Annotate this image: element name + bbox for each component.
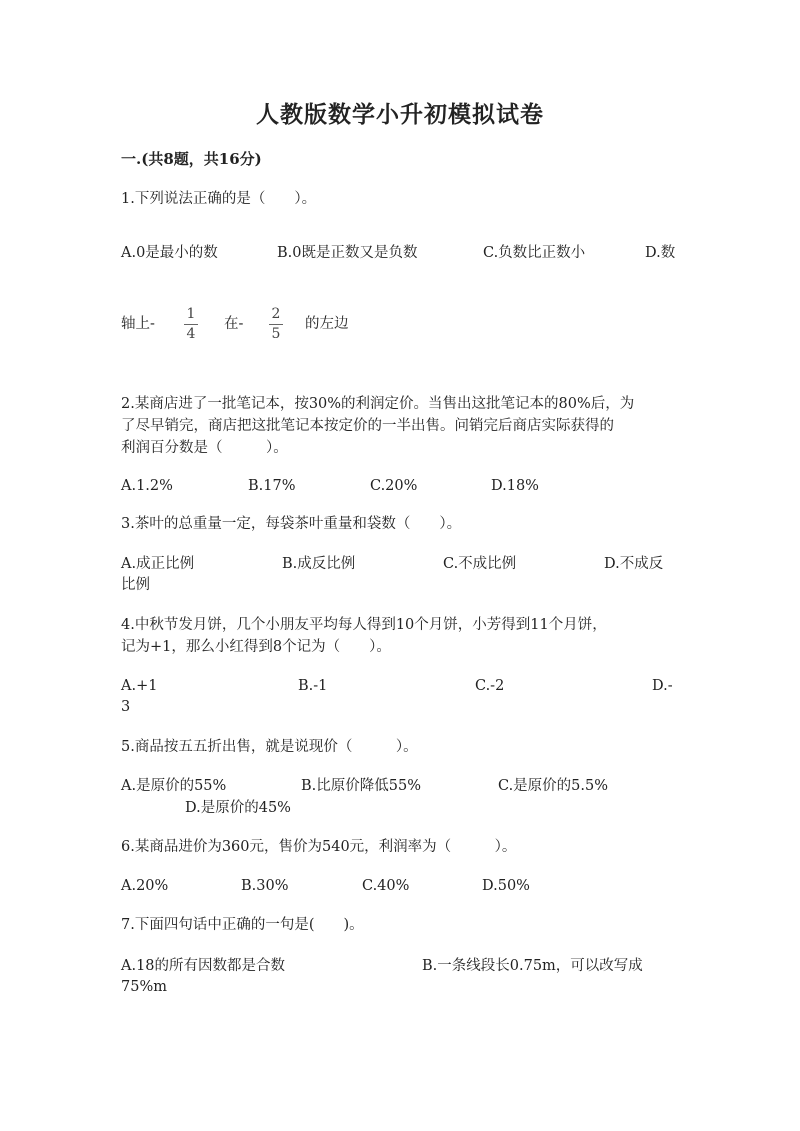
q3-option-b: B.成反比例 [282,556,356,572]
question-5-stem: 5.商品按五五折出售，就是说现价（ ）。 [121,739,418,755]
q7-option-a: A.18的所有因数都是合数 [121,958,286,974]
fraction-bar [184,324,198,325]
question-4-stem-line-1: 4.中秋节发月饼，几个小朋友平均每人得到10个月饼，小芳得到11个月饼， [121,617,607,633]
fraction-numerator: 2 [271,306,281,322]
q1-option-d-continuation-middle: 在- [224,316,244,332]
fraction-2-5 [266,306,286,343]
q1-option-b: B.0既是正数又是负数 [277,245,418,261]
question-6-stem: 6.某商品进价为360元，售价为540元，利润率为（ ）。 [121,839,517,855]
q3-option-d: D.不成反 [604,556,664,572]
question-2-stem-line-3: 利润百分数是（ ）。 [121,440,288,456]
q2-option-b: B.17% [248,478,296,494]
q4-option-d-wrap: 3 [121,699,131,715]
q1-option-d: D.数 [645,245,676,261]
fraction-denominator: 4 [186,326,196,342]
q6-option-a: A.20% [121,878,169,894]
q5-option-a: A.是原价的55% [121,778,227,794]
q7-option-b-wrap: 75%m [121,979,167,995]
q7-option-b: B.一条线段长0.75m，可以改写成 [422,958,643,974]
q4-option-c: C.-2 [475,678,505,694]
q4-option-a: A.+1 [121,678,158,694]
q3-option-a: A.成正比例 [121,556,195,572]
q6-option-b: B.30% [241,878,289,894]
question-3-stem: 3.茶叶的总重量一定，每袋茶叶重量和袋数（ ）。 [121,516,462,532]
q2-option-a: A.1.2% [121,478,173,494]
q4-option-b: B.-1 [298,678,328,694]
q5-option-d: D.是原价的45% [185,800,291,816]
q6-option-d: D.50% [482,878,530,894]
q1-option-c: C.负数比正数小 [483,245,586,261]
fraction-numerator: 1 [186,306,196,322]
q5-option-c: C.是原价的5.5% [498,778,609,794]
q6-option-c: C.40% [362,878,410,894]
q1-option-a: A.0是最小的数 [121,245,218,261]
question-4-stem-line-2: 记为+1，那么小红得到8个记为（ ）。 [121,639,391,655]
q3-option-d-wrap: 比例 [121,577,150,593]
q1-option-d-continuation-suffix: 的左边 [305,316,349,332]
question-1-stem: 1.下列说法正确的是（ ）。 [121,191,317,207]
question-7-stem: 7.下面四句话中正确的一句是( )。 [121,917,364,933]
fraction-bar [269,324,283,325]
section-heading: 一.(共8题，共16分) [121,150,262,168]
q4-option-d: D.- [652,678,673,694]
fraction-denominator: 5 [271,326,281,342]
q2-option-d: D.18% [491,478,539,494]
q2-option-c: C.20% [370,478,418,494]
question-2-stem-line-2: 了尽早销完，商店把这批笔记本按定价的一半出售。问销完后商店实际获得的 [121,418,614,434]
q5-option-b: B.比原价降低55% [301,778,421,794]
page-title: 人教版数学小升初模拟试卷 [256,101,544,128]
q1-option-d-continuation-prefix: 轴上- [121,316,155,332]
fraction-1-4 [181,306,201,343]
q3-option-c: C.不成比例 [443,556,517,572]
question-2-stem-line-1: 2.某商店进了一批笔记本，按30%的利润定价。当售出这批笔记本的80%后，为 [121,396,635,412]
